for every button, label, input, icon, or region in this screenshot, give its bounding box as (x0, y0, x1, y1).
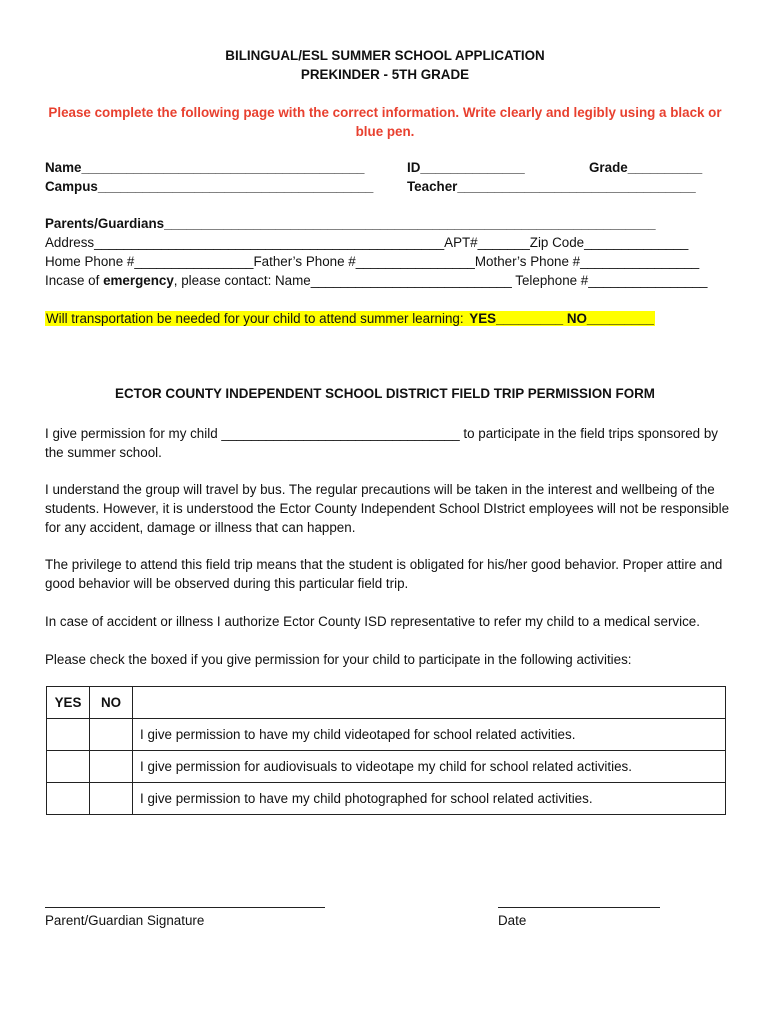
date-label: Date (498, 913, 527, 928)
grade-field[interactable]: Grade__________ (589, 160, 703, 175)
parent-signature-line[interactable] (45, 907, 325, 908)
emergency-suffix: , please contact: Name___________________________ Telephone #________________ (173, 273, 708, 288)
permission-para-2: I understand the group will travel by bus. The regular precautions will be taken in the interest and wellbeing of the students. However, it is understood the Ector County Independent School DIstrict employees will not be responsible for any accident, damage or illness that can happen. (45, 482, 730, 535)
permission-para-1: I give permission for my child ________________________________ to participate in the field trips sponsored by the summer school. (45, 426, 718, 460)
transportation-answers[interactable]: YES_________ NO_________ (469, 311, 654, 326)
no-header: NO (90, 687, 133, 719)
form-title: BILINGUAL/ESL SUMMER SCHOOL APPLICATION (225, 48, 545, 63)
no-checkbox[interactable] (90, 719, 133, 751)
emergency-field[interactable] (45, 273, 707, 288)
table-row (47, 719, 726, 751)
table-header-row (47, 687, 726, 719)
emergency-bold: emergency (103, 273, 174, 288)
address-field[interactable]: Address_______________________________________________APT#_______Zip Code______________ (45, 235, 689, 250)
teacher-field[interactable]: Teacher________________________________ (407, 179, 696, 194)
table-row (47, 751, 726, 783)
transportation-text: Will transportation be needed for your child to attend summer learning: (46, 311, 468, 326)
campus-field[interactable]: Campus_____________________________________ (45, 179, 374, 194)
id-field[interactable]: ID______________ (407, 160, 525, 175)
activity-text: I give permission to have my child videotaped for school related activities. (133, 719, 726, 751)
emergency-prefix: Incase of (45, 273, 104, 288)
permission-form-title: ECTOR COUNTY INDEPENDENT SCHOOL DISTRICT FIELD TRIP PERMISSION FORM (115, 386, 655, 401)
activity-text: I give permission to have my child photographed for school related activities. (133, 783, 726, 815)
phones-field[interactable]: Home Phone #________________Father’s Phone #________________Mother’s Phone #________________ (45, 254, 700, 269)
transportation-question[interactable] (45, 311, 655, 326)
form-subtitle: PREKINDER - 5TH GRADE (300, 67, 470, 82)
yes-checkbox[interactable] (47, 783, 90, 815)
activity-header-blank (133, 687, 726, 719)
activities-table (46, 686, 726, 815)
name-field[interactable]: Name______________________________________ (45, 160, 365, 175)
date-line[interactable] (498, 907, 660, 908)
instructions: Please complete the following page with the correct information. Write clearly and legibly using a black or blue pen. (48, 105, 722, 139)
permission-para-3: The privilege to attend this field trip means that the student is obligated for his/her good behavior. Proper attire and good behavior will be observed during this particular field trip. (45, 557, 723, 591)
no-checkbox[interactable] (90, 783, 133, 815)
yes-header: YES (47, 687, 90, 719)
table-row (47, 783, 726, 815)
yes-checkbox[interactable] (47, 719, 90, 751)
yes-checkbox[interactable] (47, 751, 90, 783)
permission-para-5: Please check the boxed if you give permission for your child to participate in the following activities: (45, 652, 632, 667)
parent-signature-label: Parent/Guardian Signature (45, 913, 205, 928)
no-checkbox[interactable] (90, 751, 133, 783)
activity-text: I give permission for audiovisuals to videotape my child for school related activities. (133, 751, 726, 783)
parents-field[interactable]: Parents/Guardians__________________________________________________________________ (45, 216, 656, 231)
permission-para-4: In case of accident or illness I authorize Ector County ISD representative to refer my child to a medical service. (45, 614, 700, 629)
